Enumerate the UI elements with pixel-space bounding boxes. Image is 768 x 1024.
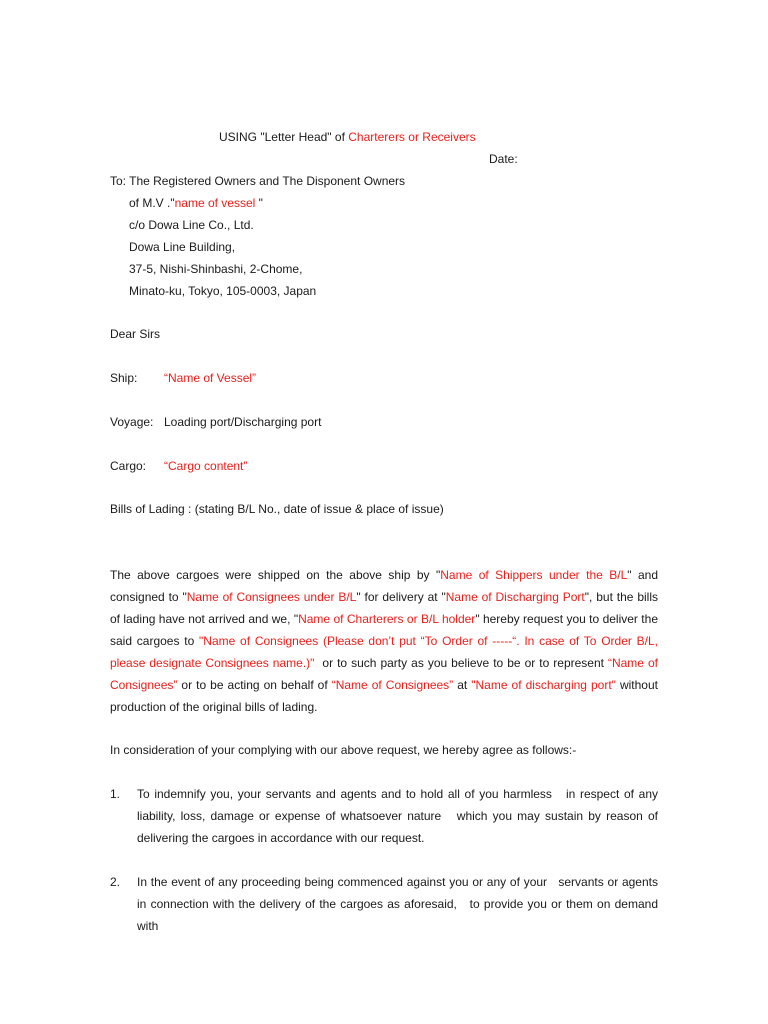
para-text: The above cargoes were shipped on the above ship by " xyxy=(110,568,441,582)
vessel-prefix: of M.V ." xyxy=(129,196,175,210)
para-text: " and consigned to " xyxy=(110,568,658,604)
consideration-line: In consideration of your complying with our above request, we hereby agree as follows:- xyxy=(110,743,577,757)
vessel-suffix: " xyxy=(255,196,263,210)
ship-label: Ship: xyxy=(110,371,138,385)
consignees-bl-placeholder: Name of Consignees under B/L xyxy=(186,590,357,604)
item-number: 1. xyxy=(110,787,121,801)
address-building: Dowa Line Building, xyxy=(129,240,236,254)
item-number: 2. xyxy=(110,875,121,889)
item-text: In the event of any proceeding being commenced against you or any of your servants or agents in connection with the delivery of the cargoes as aforesaid, to provide you or them on demand with xyxy=(137,875,662,933)
para-text: " hereby request you to deliver the said cargoes to xyxy=(110,612,658,648)
address-co: c/o Dowa Line Co., Ltd. xyxy=(129,218,254,232)
vessel-name-placeholder: name of vessel xyxy=(174,196,256,210)
voyage-label: Voyage: xyxy=(110,415,154,429)
letterhead-prefix: USING "Letter Head" of xyxy=(219,130,349,144)
letterhead-instruction xyxy=(219,129,476,145)
vessel-line xyxy=(129,195,263,211)
list-item xyxy=(110,783,662,849)
discharging-port-placeholder: Name of Discharging Port xyxy=(445,590,585,604)
cargo-label: Cargo: xyxy=(110,459,147,473)
consignees-placeholder: “Name of Consignees” xyxy=(331,678,454,692)
consignees-placeholder: “Name of Consignees” xyxy=(110,656,658,692)
bills-of-lading-line: Bills of Lading : (stating B/L No., date of issue & place of issue) xyxy=(110,502,444,516)
para-text: without production of the original bills of lading. xyxy=(110,678,658,714)
salutation: Dear Sirs xyxy=(110,327,161,341)
para-text: at xyxy=(453,678,472,692)
shippers-placeholder: Name of Shippers under the B/L xyxy=(440,568,628,582)
list-item xyxy=(110,871,662,937)
request-paragraph xyxy=(110,564,658,718)
voyage-value: Loading port/Discharging port xyxy=(164,415,322,429)
para-text: ", but the bills of lading have not arrived and we, " xyxy=(110,590,659,626)
para-text: or to be acting on behalf of xyxy=(177,678,332,692)
consignees-note-placeholder: "Name of Consignees (Please don’t put “To Order of -----“. In case of To Order B/L, please designate Consignees name.)" xyxy=(110,634,659,670)
address-street: 37-5, Nishi-Shinbashi, 2-Chome, xyxy=(129,262,303,276)
charterers-placeholder: Name of Charterers or B/L holder xyxy=(298,612,476,626)
address-city: Minato-ku, Tokyo, 105-0003, Japan xyxy=(129,284,317,298)
cargo-value: “Cargo content” xyxy=(164,459,248,473)
letterhead-party: Charterers or Receivers xyxy=(348,130,476,144)
date-label: Date: xyxy=(489,152,518,166)
ship-value: “Name of Vessel” xyxy=(164,371,257,385)
to-line: To: The Registered Owners and The Disponent Owners xyxy=(110,174,406,188)
item-text: To indemnify you, your servants and agents and to hold all of you harmless in respect of any liability, loss, damage or expense of whatsoever nature which you may sustain by reason of delivering the cargoes in accordance with our request. xyxy=(137,787,662,845)
para-text: " for delivery at " xyxy=(356,590,446,604)
para-text: or to such party as you believe to be or to represent xyxy=(314,656,608,670)
discharging-port-name-placeholder: "Name of discharging port" xyxy=(471,678,616,692)
